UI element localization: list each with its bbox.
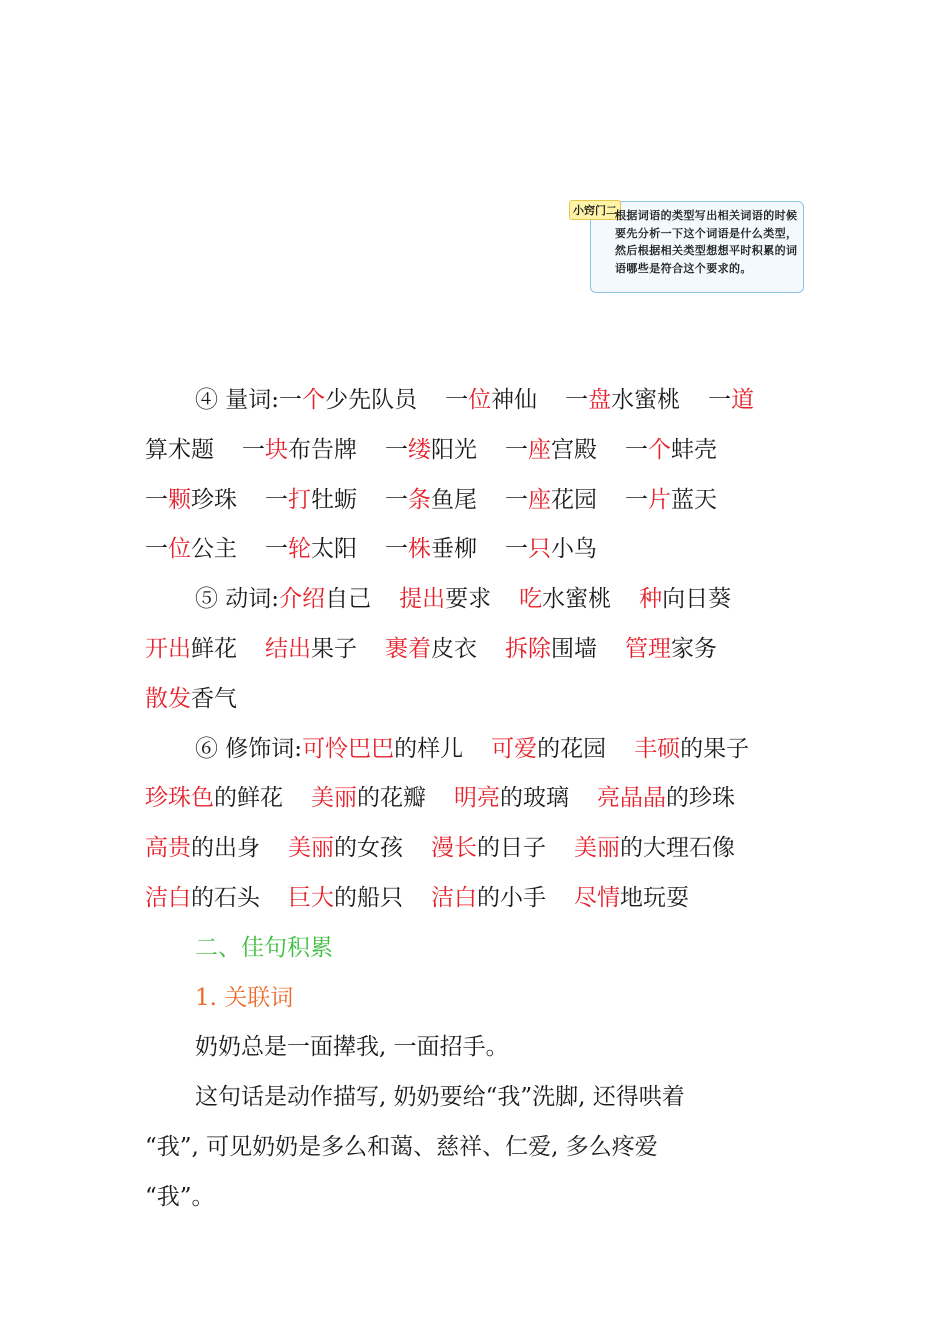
text-line — [145, 376, 815, 426]
text-segment: 鱼尾 — [431, 486, 477, 513]
text-segment: 这句话是动作描写, 奶奶要给“我”洗脚, 还得哄着 — [195, 1084, 685, 1111]
text-segment: 的船只 — [334, 884, 403, 911]
text-segment: 的花园 — [537, 735, 607, 762]
text-segment: 一 — [145, 486, 168, 513]
text-line — [145, 1123, 815, 1173]
highlighted-word: 美丽 — [311, 785, 357, 812]
text-segment: 公主 — [191, 536, 237, 563]
text-segment: 牡蛎 — [311, 486, 357, 513]
text-segment: 一 — [565, 387, 589, 413]
highlighted-word: 亮晶晶 — [597, 785, 666, 812]
highlighted-word: 漫长 — [431, 835, 477, 862]
highlighted-word: 颗 — [168, 486, 191, 513]
highlighted-word: 洁白 — [431, 884, 477, 911]
highlighted-word: 座 — [528, 436, 551, 463]
text-segment: 的玻璃 — [500, 785, 569, 812]
highlighted-word: 吃 — [519, 586, 543, 613]
highlighted-word: 珍珠色 — [145, 785, 214, 812]
text-segment: 花园 — [551, 486, 597, 513]
text-segment: 一 — [242, 436, 265, 463]
text-segment: 宫殿 — [551, 436, 597, 463]
text-segment: 小鸟 — [551, 536, 597, 563]
text-segment: 的石头 — [191, 884, 260, 911]
highlighted-word: 尽情 — [574, 884, 620, 911]
text-segment: 一 — [385, 486, 408, 513]
highlighted-word: 巨大 — [288, 884, 334, 911]
text-segment: 少先队员 — [325, 387, 418, 413]
text-segment: 的女孩 — [334, 835, 403, 862]
text-line — [145, 426, 815, 476]
highlighted-word: 美丽 — [288, 835, 334, 862]
text-segment: 的鲜花 — [214, 785, 283, 812]
tip-box — [573, 201, 804, 293]
text-segment: 一 — [385, 536, 408, 563]
text-segment: 的出身 — [191, 835, 260, 862]
text-segment: ⑤ 动词: — [195, 586, 280, 613]
highlighted-word: 个 — [648, 436, 671, 463]
highlighted-word: 裹着 — [385, 635, 431, 662]
highlighted-word: 缕 — [408, 436, 431, 463]
text-line — [145, 1023, 815, 1073]
text-segment: 算术题 — [145, 436, 214, 463]
highlighted-word: 介绍 — [279, 586, 326, 613]
text-line — [145, 824, 815, 874]
highlighted-word: 美丽 — [574, 835, 620, 862]
text-segment: 蚌壳 — [671, 436, 717, 463]
highlighted-word: 管理 — [625, 635, 671, 662]
text-line — [145, 774, 815, 824]
highlighted-word: 洁白 — [145, 884, 191, 911]
text-segment: 一 — [145, 536, 168, 563]
text-line — [145, 725, 815, 775]
text-segment: 一 — [505, 536, 528, 563]
text-segment: 布告牌 — [288, 436, 357, 463]
highlighted-word: 种 — [639, 586, 663, 613]
document-body — [145, 376, 815, 1223]
highlighted-word: 位 — [468, 387, 492, 413]
text-line — [145, 874, 815, 924]
text-segment: 阳光 — [431, 436, 477, 463]
highlighted-word: 盘 — [588, 387, 612, 413]
text-segment: 一 — [505, 436, 528, 463]
text-segment: 的花瓣 — [357, 785, 426, 812]
heading-text: 二、佳句积累 — [195, 934, 333, 961]
text-line — [145, 974, 815, 1024]
highlighted-word: 拆除 — [505, 635, 551, 662]
heading-text: 1. 关联词 — [195, 984, 294, 1011]
tip-label: 小窍门二 — [569, 200, 621, 220]
highlighted-word: 座 — [528, 486, 551, 513]
text-segment: 家务 — [671, 635, 717, 662]
highlighted-word: 结出 — [265, 635, 311, 662]
text-segment: ④ 量词:一 — [195, 387, 303, 413]
text-segment: 鲜花 — [191, 635, 237, 662]
highlighted-word: 块 — [265, 436, 288, 463]
highlighted-word: 高贵 — [145, 835, 191, 862]
text-segment: 一 — [265, 486, 288, 513]
highlighted-word: 位 — [168, 536, 191, 563]
text-segment: 蓝天 — [671, 486, 717, 513]
tip-text: 根据词语的类型写出相关词语的时候要先分析一下这个词语是什么类型，然后根据相关类型想想平时积累的词语哪些是符合这个要求的。 — [615, 209, 798, 275]
text-segment: 的样儿 — [394, 735, 464, 762]
text-line — [145, 1073, 815, 1123]
text-segment: 的日子 — [477, 835, 546, 862]
text-segment: 地玩耍 — [620, 884, 689, 911]
text-segment: 要求 — [445, 586, 492, 613]
text-segment: “我”, 可见奶奶是多么和蔼、慈祥、仁爱, 多么疼爱 — [145, 1133, 658, 1160]
text-segment: 水蜜桃 — [542, 586, 612, 613]
highlighted-word: 道 — [731, 387, 755, 413]
text-line — [145, 1173, 815, 1223]
text-segment: 一 — [505, 486, 528, 513]
text-segment: “我”。 — [145, 1183, 215, 1210]
text-line — [145, 476, 815, 526]
text-segment: ⑥ 修饰词: — [195, 735, 303, 762]
text-segment: 的大理石像 — [620, 835, 735, 862]
highlighted-word: 丰硕 — [634, 735, 681, 762]
highlighted-word: 个 — [302, 387, 326, 413]
highlighted-word: 开出 — [145, 635, 191, 662]
text-segment: 一 — [445, 387, 469, 413]
text-segment: 一 — [708, 387, 732, 413]
text-line — [145, 924, 815, 974]
text-segment: 一 — [265, 536, 288, 563]
highlighted-word: 打 — [288, 486, 311, 513]
text-segment: 香气 — [191, 685, 237, 712]
highlighted-word: 株 — [408, 536, 431, 563]
text-line — [145, 575, 815, 625]
text-segment: 围墙 — [551, 635, 597, 662]
highlighted-word: 片 — [648, 486, 671, 513]
text-segment: 珍珠 — [191, 486, 237, 513]
text-segment: 皮衣 — [431, 635, 477, 662]
highlighted-word: 散发 — [145, 685, 191, 712]
text-segment: 的珍珠 — [666, 785, 735, 812]
text-segment: 一 — [385, 436, 408, 463]
text-segment: 的果子 — [680, 735, 750, 762]
text-segment: 果子 — [311, 635, 357, 662]
text-segment: 一 — [625, 436, 648, 463]
text-segment: 神仙 — [491, 387, 538, 413]
highlighted-word: 轮 — [288, 536, 311, 563]
highlighted-word: 条 — [408, 486, 431, 513]
highlighted-word: 提出 — [399, 586, 446, 613]
text-segment: 一 — [625, 486, 648, 513]
text-segment: 向日葵 — [662, 586, 732, 613]
highlighted-word: 只 — [528, 536, 551, 563]
text-segment: 垂柳 — [431, 536, 477, 563]
highlighted-word: 可爱 — [491, 735, 538, 762]
text-line — [145, 525, 815, 575]
text-segment: 水蜜桃 — [611, 387, 681, 413]
text-segment: 太阳 — [311, 536, 357, 563]
highlighted-word: 明亮 — [454, 785, 500, 812]
text-line — [145, 675, 815, 725]
text-segment: 自己 — [325, 586, 372, 613]
text-line — [145, 625, 815, 675]
text-segment: 奶奶总是一面撵我, 一面招手。 — [195, 1034, 509, 1061]
highlighted-word: 可怜巴巴 — [302, 735, 395, 762]
text-segment: 的小手 — [477, 884, 546, 911]
